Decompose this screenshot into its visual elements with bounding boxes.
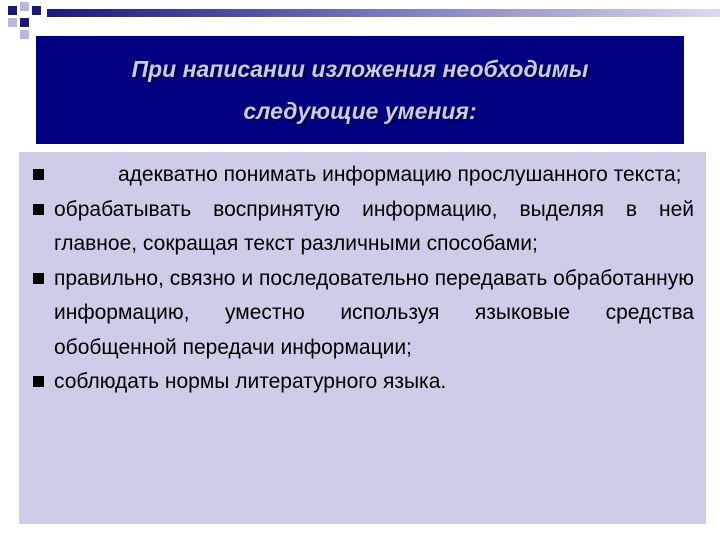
list-item (33, 262, 694, 366)
header-gradient-strip (47, 9, 720, 17)
slide-title (132, 48, 589, 132)
square-bullet-icon (33, 273, 44, 284)
decor-square (8, 6, 17, 15)
slide-title-line-2: следующие умения: (243, 98, 477, 124)
list-item-text: обрабатывать воспринятую информацию, выделяя в ней главное, сокращая текст различными способами; (54, 197, 694, 255)
slide-title-box (36, 36, 684, 144)
square-bullet-icon (33, 169, 44, 180)
decor-square (20, 2, 29, 11)
list-item (33, 193, 694, 262)
decor-square (8, 18, 17, 27)
list-item-text: адекватно понимать информацию прослушанного текста; (118, 163, 682, 186)
square-bullet-icon (33, 204, 44, 215)
list-item (33, 365, 694, 400)
square-bullet-icon (33, 376, 44, 387)
list-item-text: соблюдать нормы литературного языка. (54, 370, 447, 393)
list-item (33, 158, 694, 193)
list-item-text: правильно, связно и последовательно передавать обработанную информацию, уместно используя языковые средства обобщенной передачи информации; (54, 266, 694, 359)
decor-square (20, 18, 29, 27)
slide-title-line-1: При написании изложения необходимы (131, 56, 589, 82)
decor-square (20, 30, 29, 39)
bullet-list-panel (19, 152, 706, 524)
decor-square (32, 6, 41, 15)
